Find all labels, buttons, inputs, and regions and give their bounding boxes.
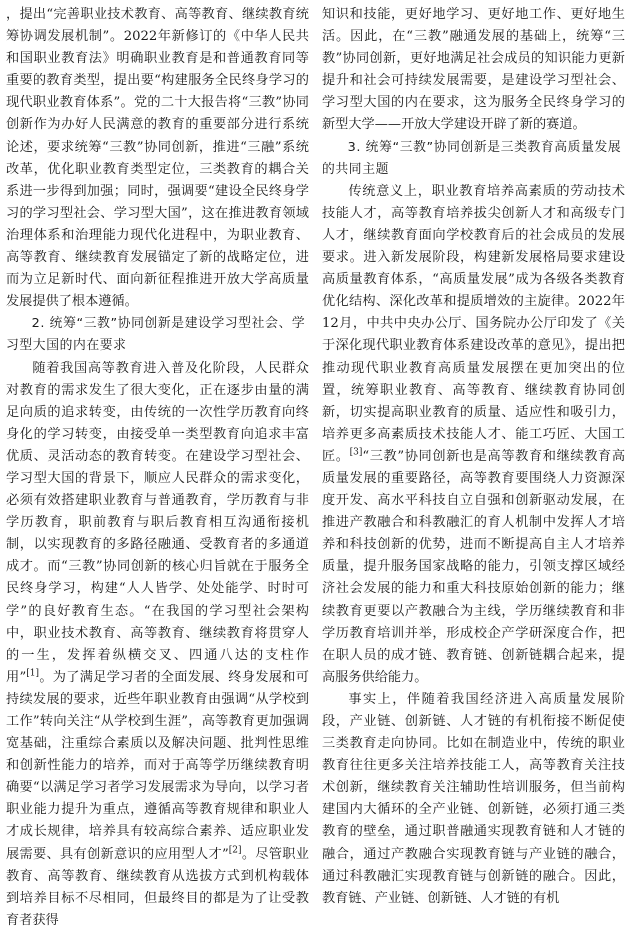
paragraph-high-quality-development [322, 181, 625, 689]
right-column [322, 4, 625, 906]
paragraph-continuation: 知识和技能，更好地学习、更好地工作、更好地生活。因此，在“三教”融通发展的基础上，统筹“三教”协同创新，更好地满足社会成员的知识能力更新提升和社会可持续发展需要，是建设学习型社会、学习型大国的内在要求，这为服务全民终身学习的新型大学——开放大学建设开辟了新的赛道。 [322, 7, 625, 133]
paragraph-industry-chain: 事实上，伴随着我国经济进入高质量发展阶段，产业链、创新链、人才链的有机衔接不断促使三类教育走向协同。比如在制造业中，传统的职业教育往往更多关注培养技能工人，高等教育关注技术创新，继续教育关注辅助性培训服务，但当前构建国内大循环的全产业链、创新链，必须打通三类教育的壁垒，通过职普融通实现教育链和人才链的融合，通过产教融合实现教育链与产业链的融合，通过科教融汇实现教育链与创新链的融合。因此，教育链、产业链、创新链、人才链的有机 [322, 691, 625, 906]
left-column [6, 4, 309, 928]
paragraph-text: 。尽管职业教育、高等教育、继续教育从选拔方式到机构载体到培养目标不尽相同，但最终目的都是为了让受教育者获得 [6, 846, 309, 928]
paragraph-policy-background: ，提出“完善职业技术教育、高等教育、继续教育统筹协调发展机制”。2022年新修订的《中华人民共和国职业教育法》明确职业教育是和普通教育同等重要的教育类型，提出要“构建服务全民终身学习的现代职业教育体系”。党的二十大报告将“三教”协同创新作为办好人民满意的教育的重要部分进行系统论述，要求统筹“三教”协同创新，推进“三融”系统改革，优化职业教育类型定位，三类教育的耦合关系进一步得到加强；同时，强调要“建设全民终身学习的学习型社会、学习型大国”，这在推进教育领域治理体系和治理能力现代化进程中，为职业教育、高等教育、继续教育发展锚定了新的战略定位，进而为立足新时代、面向新征程推进开放大学高质量发展提供了根本遵循。 [6, 7, 309, 310]
section-heading-2: 2. 统筹“三教”协同创新是建设学习型社会、学习型大国的内在要求 [6, 316, 306, 354]
paragraph-text: “三教”协同创新也是高等教育和继续教育高质量发展的重要路径，高等教育要围绕人力资源深度开发、高水平科技自立自强和创新驱动发展，在推进产教融合和科教融汇的育人机制中发挥人才培养和科技创新的优势，进而不断提高自主人才培养质量，提升服务国家战略的能力，引领支撑区域经济社会发展的能力和重大科技原始创新的能力；继续教育更要以产教融合为主线，学历继续教育和非学历教育培训并举，形成校企产学研深度合作，把在职人员的成才链、教育链、创新链耦合起来，提高服务供给能力。 [322, 448, 626, 685]
paragraph-text: 传统意义上，职业教育培养高素质的劳动技术技能人才，高等教育培养拔尖创新人才和高级专门人才，继续教育面向学校教育后的社会成员的发展要求。进入新发展阶段，构建新发展格局要求建设高质量教育体系，“高质量发展”成为各级各类教育优化结构、深化改革和提质增效的主旋律。2022年12月，中共中央办公厅、国务院办公厅印发了《关于深化现代职业教育体系建设改革的意见》，提出把推动现代职业教育高质量发展摆在更加突出的位置，统筹职业教育、高等教育、继续教育协同创新，切实提高职业教育的质量、适应性和吸引力，培养更多高素质技术技能人才、能工巧匠、大国工匠。 [322, 183, 625, 464]
paragraph-text: 。为了满足学习者的全面发展、终身发展和可持续发展的要求，近些年职业教育由强调“从学校到工作”转向关注“从学校到生涯”，高等教育更加强调宽基础，注重综合素质以及解决问题、批判性思维和创新性能力的培养，而对于高等学历继续教育明确要“以满足学习者学习发展需求为导向，以学习者职业能力提升为重点，遵循高等教育规律和职业人才成长规律，培养具有较高综合素养、适应职业发展需要、具有创新意识的应用型人才” [6, 669, 309, 862]
citation-3: [3] [349, 447, 363, 458]
section-heading-3: 3. 统筹“三教”协同创新是三类教育高质量发展的共同主题 [322, 139, 622, 177]
citation-1: [1] [26, 668, 39, 679]
citation-2: [2] [228, 845, 242, 856]
paragraph-learning-society [6, 358, 309, 932]
paragraph-text: 随着我国高等教育进入普及化阶段，人民群众对教育的需求发生了很大变化，正在逐步由量的满足向质的追求转变，由传统的一次性学历教育向终身化的学习转变，由接受单一类型教育向追求丰富优质、灵活动态的教育转变。在建设学习型社会、学习型大国的背景下，顺应人民群众的需求变化，必须有效搭建职业教育与普通教育，学历教育与非学历教育，职前教育与职后教育相互沟通衔接机制，以实现教育的多路径融通、受教育者的多通道成才。而“三教”协同创新的核心归旨就在于服务全民终身学习，构建“人人皆学、处处能学、时时可学”的良好教育生态。“在我国的学习型社会架构中，职业技术教育、高等教育、继续教育将贯穿人的一生，发挥着纵横交叉、四通八达的支柱作用” [6, 360, 309, 685]
